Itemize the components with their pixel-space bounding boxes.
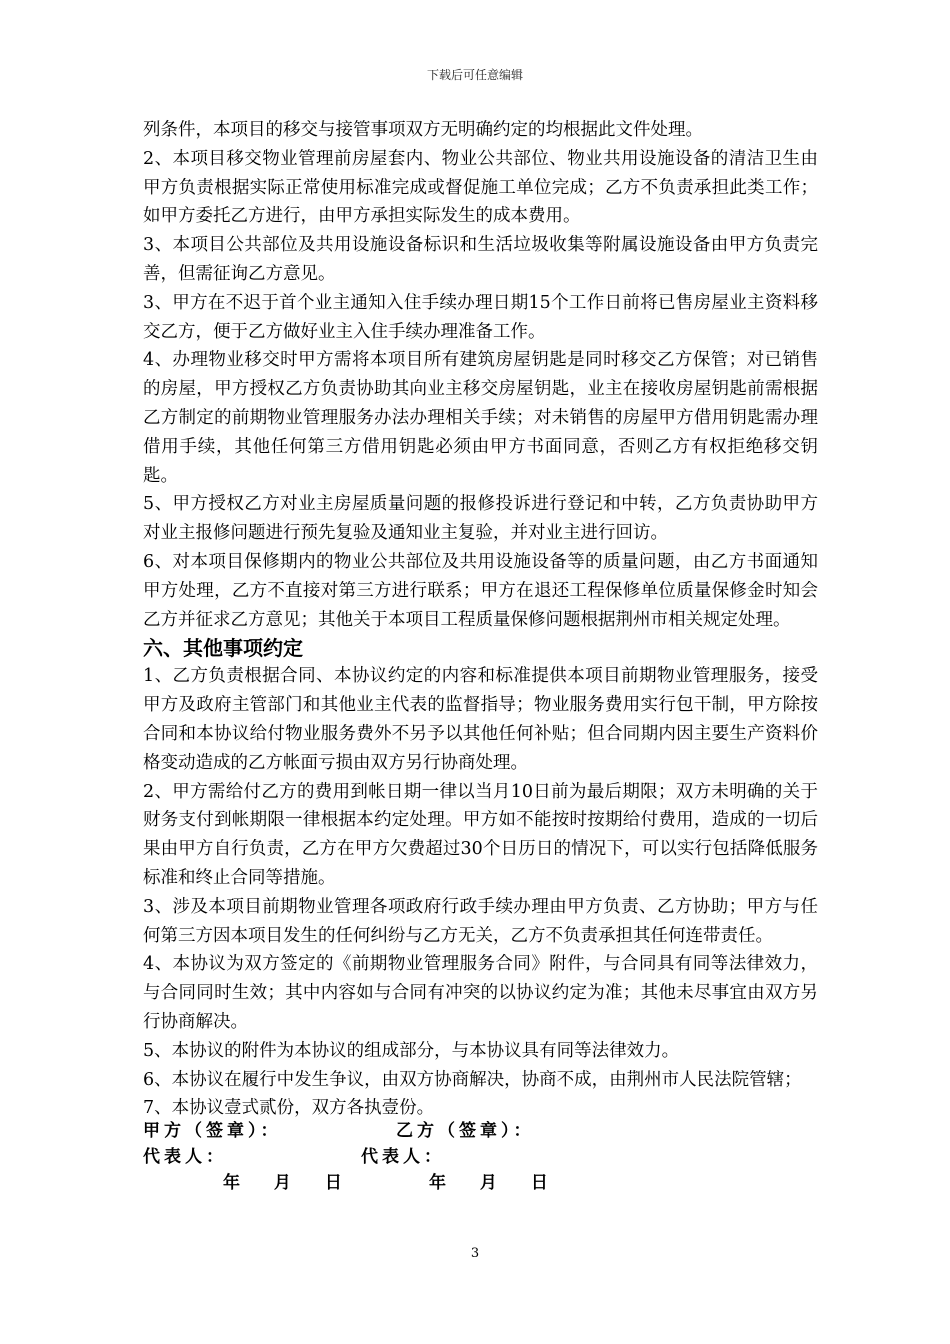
paragraph: 2、甲方需给付乙方的费用到帐日期一律以当月10日前为最后期限；双方未明确的关于财务支付到帐期限一律根据本约定处理。甲方如不能按时按期给付费用，造成的一切后果由甲方自行负责，乙方在甲方欠费超过30个日历日的情况下，可以实行包括降低服务标准和终止合同等措施。 — [143, 781, 818, 888]
paragraph: 4、本协议为双方签定的《前期物业管理服务合同》附件，与合同具有同等法律效力，与合同同时生效；其中内容如与合同有冲突的以协议约定为准；其他未尽事宜由双方另行协商解决。 — [143, 954, 818, 1032]
paragraph: 2、本项目移交物业管理前房屋套内、物业公共部位、物业共用设施设备的清洁卫生由甲方负责根据实际正常使用标准完成或督促施工单位完成；乙方不负责承担此类工作；如甲方委托乙方进行，由甲方承担实际发生的成本费用。 — [143, 148, 818, 227]
party-b-rep-label: 代表人： — [361, 1147, 445, 1167]
section-title: 六、其他事项约定 — [143, 636, 303, 661]
paragraph: 4、办理物业移交时甲方需将本项目所有建筑房屋钥匙是同时移交乙方保管；对已销售的房屋，甲方授权乙方负责协助其向业主移交房屋钥匙，业主在接收房屋钥匙前需根据乙方制定的前期物业管理服务办法办理相关手续；对未销售的房屋甲方借用钥匙需办理借用手续，其他任何第三方借用钥匙必须由甲方书面同意，否则乙方有权拒绝移交钥匙。 — [143, 350, 818, 486]
party-a-seal-label: 甲方（签章）： — [143, 1121, 282, 1141]
paragraph: 6、本协议在履行中发生争议，由双方协商解决，协商不成，由荆州市人民法院管辖； — [143, 1069, 802, 1090]
paragraph: 3、本项目公共部位及共用设施设备标识和生活垃圾收集等附属设施设备由甲方负责完善，但需征询乙方意见。 — [143, 235, 818, 284]
party-b-date: 年 月 日 — [429, 1173, 562, 1193]
paragraph: 3、涉及本项目前期物业管理各项政府行政手续办理由甲方负责、乙方协助；甲方与任何第三方因本项目发生的任何纠纷与乙方无关，乙方不负责承担其任何连带责任。 — [143, 896, 818, 946]
signature-block — [143, 1118, 743, 1196]
paragraph: 3、甲方在不迟于首个业主通知入住手续办理日期15个工作日前将已售房屋业主资料移交乙方，便于乙方做好业主入住手续办理准备工作。 — [143, 292, 818, 342]
paragraph: 6、对本项目保修期内的物业公共部位及共用设施设备等的质量问题，由乙方书面通知甲方处理，乙方不直接对第三方进行联系；甲方在退还工程保修单位质量保修金时知会乙方并征求乙方意见；其他关于本项目工程质量保修问题根据荆州市相关规定处理。 — [143, 551, 818, 630]
document-body — [143, 116, 818, 1123]
paragraph: 5、甲方授权乙方对业主房屋质量问题的报修投诉进行登记和中转，乙方负责协助甲方对业主报修问题进行预先复验及通知业主复验，并对业主进行回访。 — [143, 494, 818, 544]
paragraph: 1、乙方负责根据合同、本协议约定的内容和标准提供本项目前期物业管理服务，接受甲方及政府主管部门和其他业主代表的监督指导；物业服务费用实行包干制，甲方除按合同和本协议给付物业服务费外不另予以其他任何补贴；但合同期内因主要生产资料价格变动造成的乙方帐面亏损由双方另行协商处理。 — [143, 666, 818, 773]
paragraph: 列条件，本项目的移交与接管事项双方无明确约定的均根据此文件处理。 — [143, 120, 703, 140]
page-header: 下载后可任意编辑 — [426, 68, 523, 82]
paragraph: 7、本协议壹式贰份，双方各执壹份。 — [143, 1098, 435, 1119]
party-a-date: 年 月 日 — [223, 1173, 356, 1193]
page-number: 3 — [470, 1246, 480, 1261]
party-b-seal-label: 乙方（签章）： — [396, 1121, 535, 1141]
paragraph: 5、本协议的附件为本协议的组成部分，与本协议具有同等法律效力。 — [143, 1040, 680, 1061]
party-a-rep-label: 代表人： — [143, 1147, 227, 1167]
